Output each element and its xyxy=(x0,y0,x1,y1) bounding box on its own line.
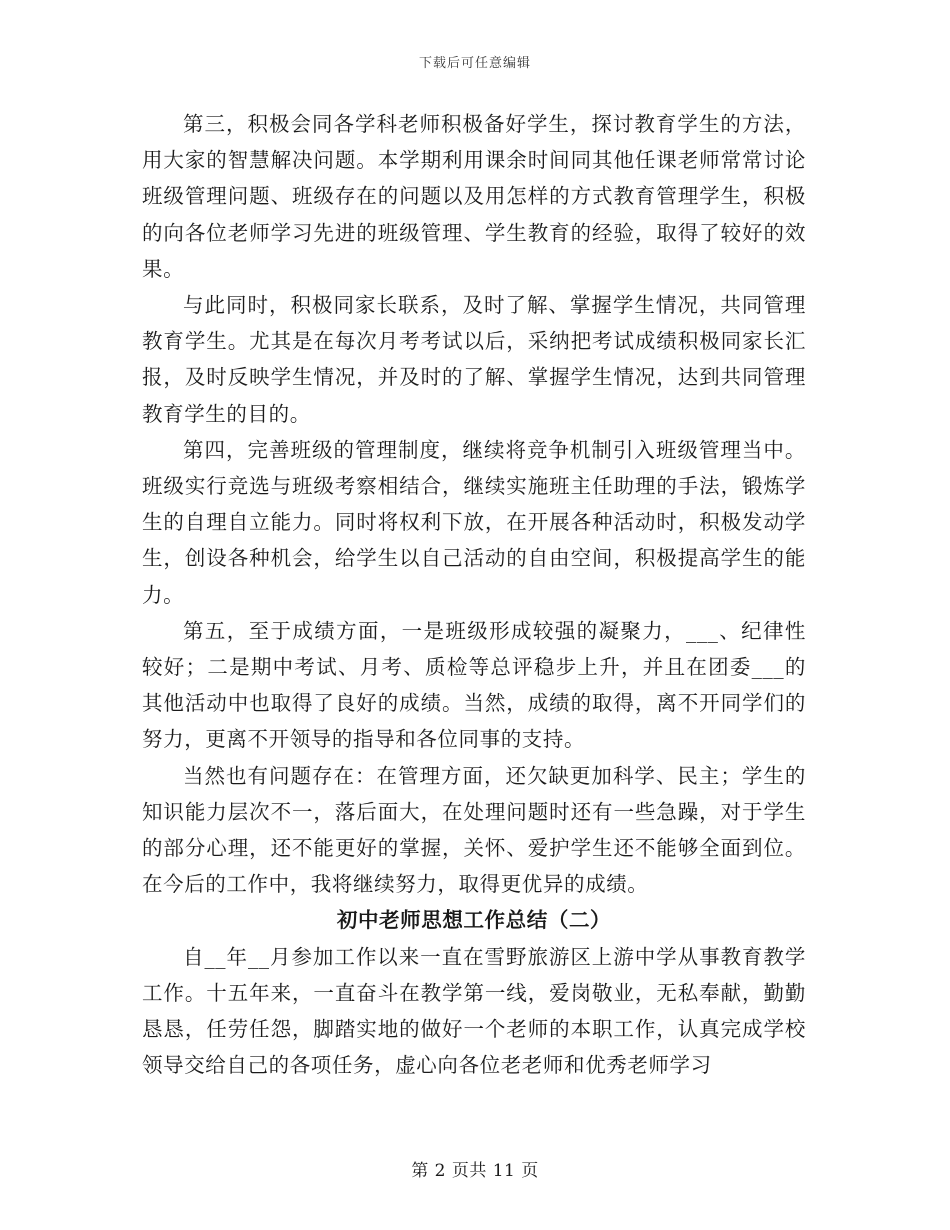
paragraph-section2-intro: 自__年__月参加工作以来一直在雪野旅游区上游中学从事教育教学工作。十五年来，一直奋斗在教学第一线，爱岗敬业，无私奉献，勤勤恳恳，任劳任怨，脚踏实地的做好一个老师的本职工作，认真完成学校领导交给自己的各项任务，虚心向各位老老师和优秀老师学习 xyxy=(142,944,806,1078)
paragraph-problems: 当然也有问题存在：在管理方面，还欠缺更加科学、民主；学生的知识能力层次不一，落后面大，在处理问题时还有一些急躁，对于学生的部分心理，还不能更好的掌握，关怀、爱护学生还不能够全面到位。在今后的工作中，我将继续努力，取得更优异的成绩。 xyxy=(142,763,806,897)
paragraph-fifth-point: 第五，至于成绩方面，一是班级形成较强的凝聚力，___、纪律性较好；二是期中考试、月考、质检等总评稳步上升，并且在团委___的其他活动中也取得了良好的成绩。当然，成绩的取得，离不开同学们的努力，更离不开领导的指导和各位同事的支持。 xyxy=(142,618,806,752)
page-number: 第 2 页共 11 页 xyxy=(411,1161,539,1181)
paragraph-third-point: 第三，积极会同各学科老师积极备好学生，探讨教育学生的方法，用大家的智慧解决问题。本学期利用课余时间同其他任课老师常常讨论班级管理问题、班级存在的问题以及用怎样的方式教育管理学生，积极的向各位老师学习先进的班级管理、学生教育的经验，取得了较好的效果。 xyxy=(142,112,806,281)
document-body xyxy=(142,106,806,1083)
paragraph-parent-contact: 与此同时，积极同家长联系，及时了解、掌握学生情况，共同管理教育学生。尤其是在每次月考考试以后，采纳把考试成绩积极同家长汇报，及时反映学生情况，并及时的了解、掌握学生情况，达到共同管理教育学生的目的。 xyxy=(142,293,806,426)
paragraph-fourth-point: 第四，完善班级的管理制度，继续将竞争机制引入班级管理当中。班级实行竞选与班级考察相结合，继续实施班主任助理的手法，锻炼学生的自理自立能力。同时将权利下放，在开展各种活动时，积极发动学生，创设各种机会，给学生以自己活动的自由空间，积极提高学生的能力。 xyxy=(142,437,806,607)
page-header-note: 下载后可任意编辑 xyxy=(418,56,531,71)
section-title: 初中老师思想工作总结（二） xyxy=(336,908,612,933)
